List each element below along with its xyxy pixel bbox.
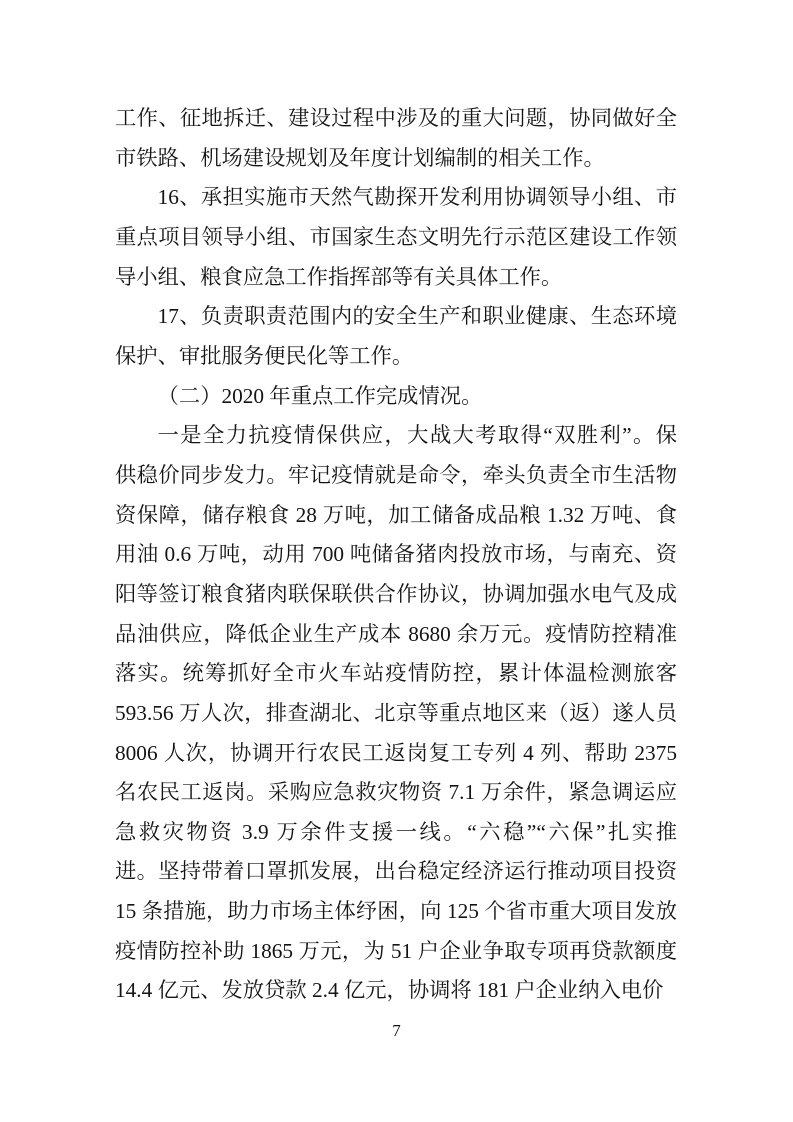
text-line: 8006 人次，协调开行农民工返岗复工专列 4 列、帮助 2375 [115,740,677,765]
text-line: 落实。统筹抓好全市火车站疫情防控，累计体温检测旅客 [115,661,677,686]
text-line: 一是全力抗疫情保供应，大战大考取得“双胜利”。保 [157,423,677,448]
text-line: 保护、审批服务便民化等工作。 [115,343,414,368]
text-line: 14.4 亿元、发放贷款 2.4 亿元，协调将 181 户企业纳入电价 [115,978,664,1003]
document-body [115,99,677,1011]
text-line: 重点项目领导小组、市国家生态文明先行示范区建设工作领 [115,224,677,249]
text-line: 供稳价同步发力。牢记疫情就是命令，牵头负责全市生活物 [115,462,677,487]
text-line: 市铁路、机场建设规划及年度计划编制的相关工作。 [115,145,605,170]
text-line: 17、负责职责范围内的安全生产和职业健康、生态环境 [157,304,677,329]
text-line: 资保障，储存粮食 28 万吨，加工储备成品粮 1.32 万吨、食 [115,502,677,527]
text-line: 急救灾物资 3.9 万余件支援一线。“六稳”“六保”扎实推 [115,819,677,844]
text-line: （二）2020 年重点工作完成情况。 [157,383,483,408]
page-footer [0,1016,793,1046]
paragraph [115,99,677,178]
text-line: 名农民工返岗。采购应急救灾物资 7.1 万余件，紧急调运应 [115,780,677,805]
text-line: 导小组、粮食应急工作指挥部等有关具体工作。 [115,264,563,289]
text-line: 工作、征地拆迁、建设过程中涉及的重大问题，协同做好全 [115,106,677,130]
paragraph [115,297,677,376]
section-heading-paragraph [115,377,677,417]
paragraph [115,416,677,1011]
paragraph [115,178,677,297]
text-line: 用油 0.6 万吨，动用 700 吨储备猪肉投放市场，与南充、资 [115,542,677,567]
text-line: 品油供应，降低企业生产成本 8680 余万元。疫情防控精准 [115,621,677,646]
text-line: 16、承担实施市天然气勘探开发利用协调领导小组、市 [157,185,677,210]
text-line: 593.56 万人次，排查湖北、北京等重点地区来（返）遂人员 [115,700,677,725]
text-line: 15 条措施，助力市场主体纾困，向 125 个省市重大项目发放 [115,899,677,924]
text-line: 阳等签订粮食猪肉联保联供合作协议，协调加强水电气及成 [115,581,677,606]
page-number: 7 [392,1021,401,1040]
text-line: 疫情防控补助 1865 万元，为 51 户企业争取专项再贷款额度 [115,938,677,963]
text-line: 进。坚持带着口罩抓发展，出台稳定经济运行推动项目投资 [115,859,677,884]
